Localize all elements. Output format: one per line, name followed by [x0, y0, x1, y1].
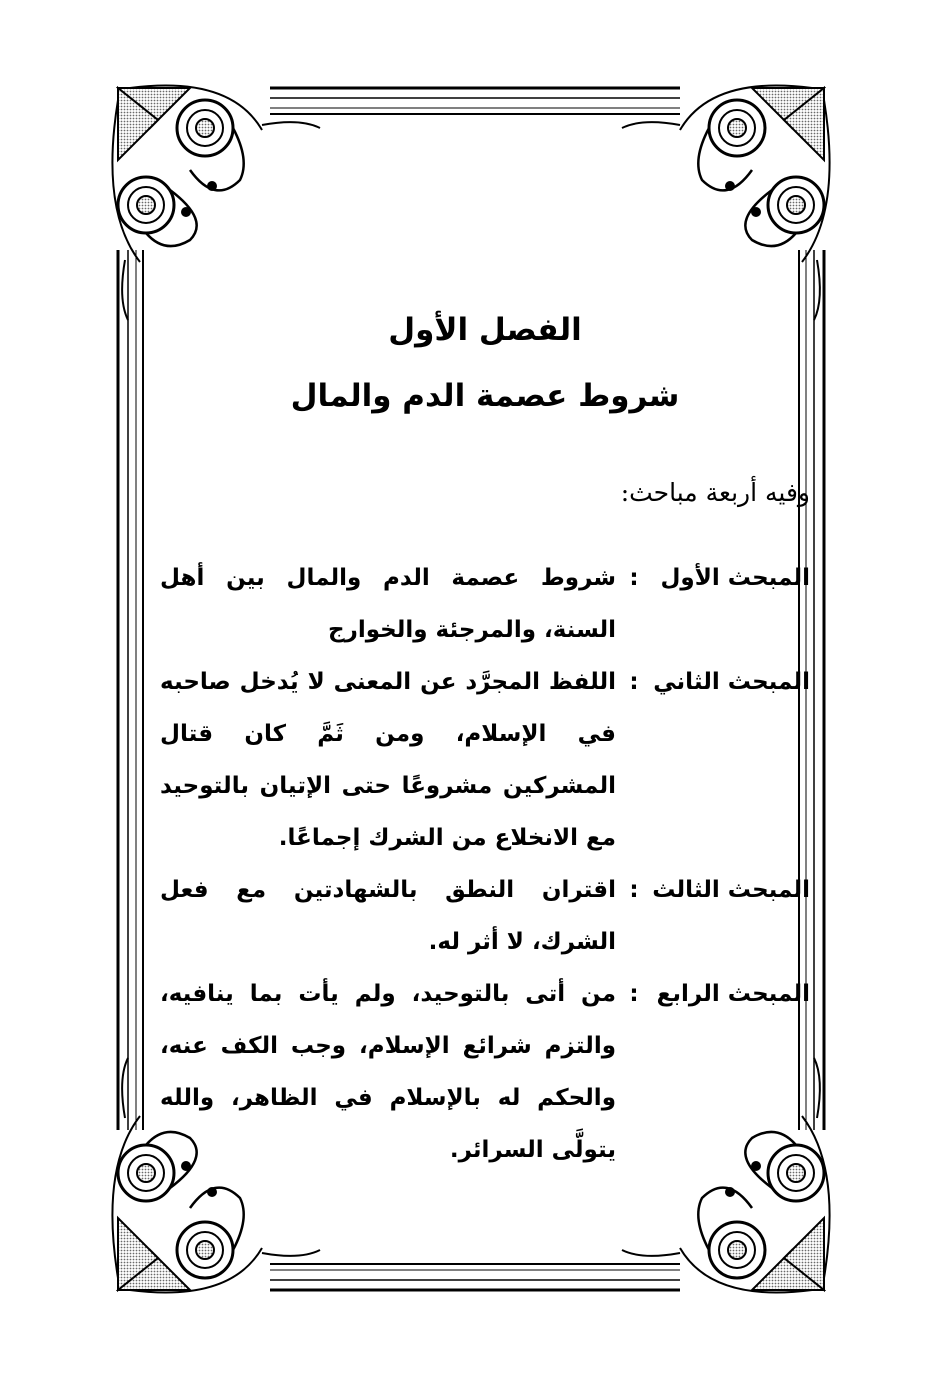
chapter-title: الفصل الأول	[388, 312, 582, 348]
chapter-subtitle: شروط عصمة الدم والمال	[290, 378, 680, 414]
section-label: المبحث الأول	[660, 565, 810, 591]
section-3	[160, 864, 810, 968]
section-label: المبحث الثالث	[652, 877, 810, 903]
section-label: المبحث الرابع	[656, 981, 810, 1007]
section-text: من أتى بالتوحيد، ولم يأت بما ينافيه، والتزم شرائع الإسلام، وجب الكف عنه، والحكم له بالإسلام في الظاهر، والله يتولَّى السرائر.	[160, 981, 616, 1163]
section-colon: :	[629, 565, 639, 591]
page-content	[160, 300, 810, 1176]
section-4	[160, 968, 810, 1176]
intro-line: وفيه أربعة مباحث:	[620, 478, 810, 507]
section-colon: :	[629, 877, 639, 903]
section-colon: :	[629, 669, 639, 695]
section-text: اللفظ المجرَّد عن المعنى لا يُدخل صاحبه في الإسلام، ومن ثَمَّ كان قتال المشركين مشروعًا حتى الإتيان بالتوحيد مع الانخلاع من الشرك إجماعًا.	[160, 669, 616, 851]
section-colon: :	[629, 981, 639, 1007]
section-text: شروط عصمة الدم والمال بين أهل السنة، والمرجئة والخوارج	[160, 565, 616, 643]
section-1	[160, 552, 810, 656]
section-text: اقتران النطق بالشهادتين مع فعل الشرك، لا أثر له.	[160, 877, 616, 955]
section-label: المبحث الثاني	[653, 669, 810, 695]
section-2	[160, 656, 810, 864]
sections-list	[160, 552, 810, 1176]
